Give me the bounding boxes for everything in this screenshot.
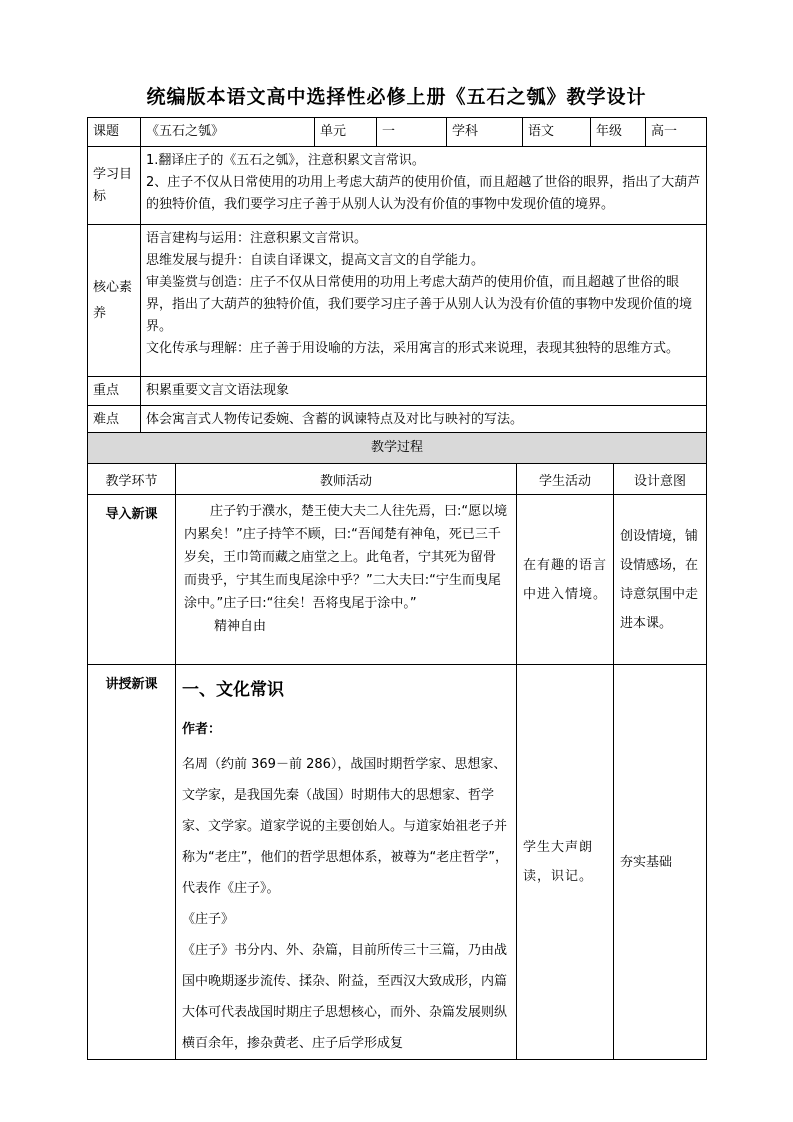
goals-content (141, 147, 707, 225)
column-header: 教学环节 (88, 464, 176, 495)
stage-new-lesson: 讲授新课 (88, 665, 176, 1060)
column-header: 教师活动 (176, 464, 517, 495)
teaching-process-table (87, 432, 707, 1060)
key-label: 重点 (88, 377, 141, 406)
grade-value: 高一 (646, 118, 707, 147)
core-line: 语言建构与运用：注意积累文言常识。 (146, 231, 368, 246)
unit-value: 一 (377, 118, 447, 147)
subject-value: 语文 (523, 118, 591, 147)
author-label: 作者： (182, 722, 222, 737)
book-label: 《庄子》 (182, 912, 235, 927)
lesson-info-table (87, 117, 707, 435)
column-header: 设计意图 (614, 464, 707, 495)
difficulty-value: 体会寓言式人物传记委婉、含蓄的讽谏特点及对比与映衬的写法。 (141, 406, 707, 435)
intro-text: 庄子钓于濮水，楚王使大夫二人往先焉，曰:“愿以境内累矣！”庄子持竿不顾，曰:“吾闻楚有神龟，死已三千岁矣，王巾笥而藏之庙堂之上。此龟者，宁其死为留骨而贵乎，宁其生而曳尾涂中乎？”二大夫曰:“宁生而曳尾涂中。”庄子曰:“往矣！吾将曳尾于涂中。” (184, 504, 508, 611)
subject-label: 学科 (447, 118, 523, 147)
design-intent-new-lesson: 夯实基础 (614, 665, 707, 1060)
goals-label: 学习目标 (88, 147, 141, 225)
document-title: 统编版本语文高中选择性必修上册《五石之瓠》教学设计 (146, 86, 647, 108)
key-value: 积累重要文言文语法现象 (141, 377, 707, 406)
core-label: 核心素养 (88, 225, 141, 377)
process-header: 教学过程 (88, 433, 707, 464)
column-header: 学生活动 (517, 464, 614, 495)
design-intent-intro: 创设情境，铺设情感场，在诗意氛围中走进本课。 (614, 495, 707, 665)
core-line: 审美鉴赏与创造：庄子不仅从日常使用的功用上考虑大葫芦的使用价值，而且超越了世俗的眼界，指出了大葫芦的独特价值，我们要学习庄子善于从别人认为没有价值的事物中发现价值的境界。 (146, 275, 693, 334)
intro-tail: 精神自由 (214, 619, 267, 634)
stage-intro: 导入新课 (88, 495, 176, 665)
grade-label: 年级 (591, 118, 646, 147)
difficulty-label: 难点 (88, 406, 141, 435)
topic-label: 课题 (88, 118, 141, 147)
student-activity-intro: 在有趣的语言中进入情境。 (517, 495, 614, 665)
author-text: 名周（约前 369－前 286），战国时期哲学家、思想家、文学家，是我国先秦（战国）时期伟大的思想家、哲学家、文学家。道家学说的主要创始人。与道家始祖老子并称为“老庄”，他们的哲学思想体系，被尊为“老庄哲学”，代表作《庄子》。 (182, 757, 508, 896)
core-line: 文化传承与理解：庄子善于用设喻的方法，采用寓言的形式来说理，表现其独特的思维方式。 (146, 341, 680, 356)
unit-label: 单元 (315, 118, 377, 147)
student-activity-new-lesson: 学生大声朗读，识记。 (517, 665, 614, 1060)
goal-line: 1.翻译庄子的《五石之瓠》，注意积累文言常识。 (146, 153, 425, 168)
core-content (141, 225, 707, 377)
topic-value: 《五石之瓠》 (141, 118, 315, 147)
core-line: 思维发展与提升：自读自译课文，提高文言文的自学能力。 (146, 253, 485, 268)
goal-line: 2、庄子不仅从日常使用的功用上考虑大葫芦的使用价值，而且超越了世俗的眼界，指出了大葫芦的独特价值，我们要学习庄子善于从别人认为没有价值的事物中发现价值的境界。 (146, 175, 701, 212)
teacher-activity-new-lesson (176, 665, 517, 1060)
section-title: 一、文化常识 (182, 680, 284, 700)
book-text: 《庄子》书分内、外、杂篇，目前所传三十三篇，乃由战国中晚期逐步流传、揉杂、附益，至西汉大致成形，内篇大体可代表战国时期庄子思想核心，而外、杂篇发展则纵横百余年，掺杂黄老、庄子后学形成复 (182, 943, 508, 1051)
teacher-activity-intro (176, 495, 517, 665)
